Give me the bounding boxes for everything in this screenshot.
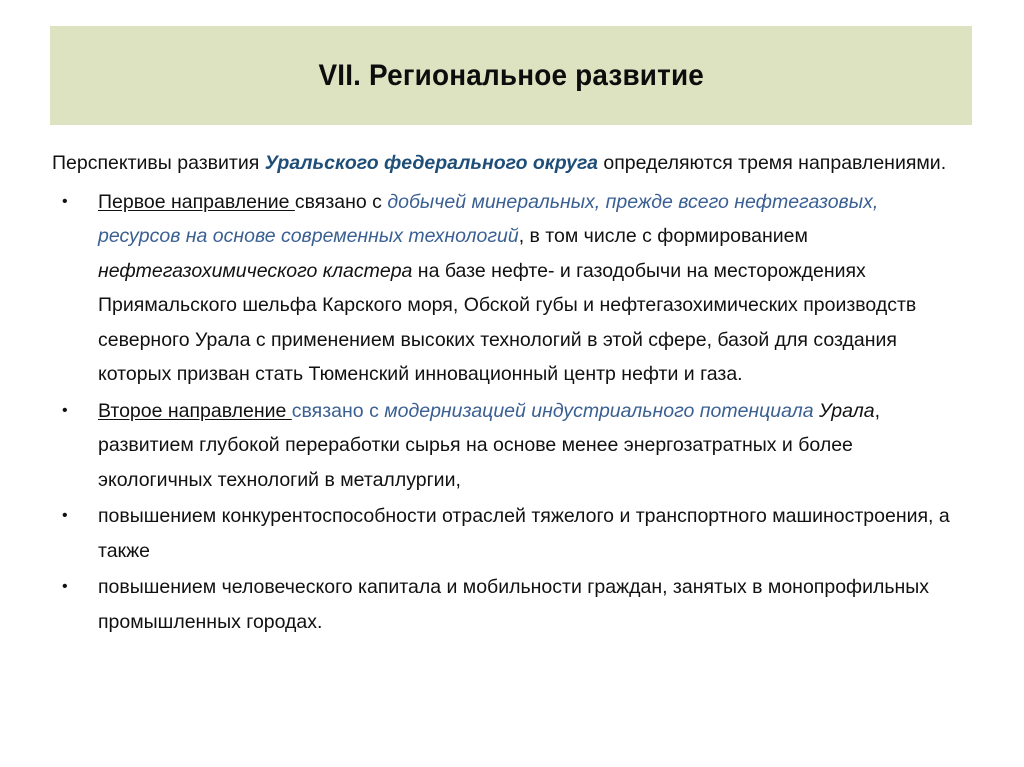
bullet-1-segment-a: связано с bbox=[294, 190, 388, 213]
bullet-1-segment-d: нефтегазохимического кластера bbox=[98, 259, 413, 282]
bullet-1-lead: Первое направление bbox=[98, 190, 295, 213]
bullet-3-text: повышением конкурентоспособности отраслей тяжелого и транспортного машиностроения, а также bbox=[98, 505, 956, 562]
bullet-dot-icon: • bbox=[62, 192, 68, 210]
list-item bbox=[52, 570, 952, 639]
bullet-list bbox=[52, 185, 956, 640]
bullet-2-segment-a: связано с bbox=[291, 399, 385, 422]
bullet-2-segment-b: модернизацией индустриального потенциала bbox=[384, 399, 820, 422]
list-item bbox=[52, 394, 952, 498]
bullet-1-segment-e: на базе нефте- и газодобычи на месторождениях Приямальского шельфа Карского моря, Обской губы и нефтегазохимических производств северного Урала с применением высоких технологий в этой сфере, базой для создания которых призван стать Тюменский инновационный центр нефти и газа. bbox=[98, 259, 922, 385]
title-band bbox=[50, 26, 972, 125]
list-item bbox=[52, 499, 956, 568]
slide-body bbox=[52, 146, 956, 641]
intro-segment-1: Перспективы развития bbox=[52, 152, 265, 174]
intro-paragraph bbox=[52, 146, 952, 181]
bullet-4-text: повышением человеческого капитала и мобильности граждан, занятых в монопрофильных промышленных городах. bbox=[98, 576, 935, 633]
bullet-dot-icon: • bbox=[62, 578, 68, 595]
bullet-2-segment-c: Урала bbox=[819, 399, 875, 422]
bullet-dot-icon: • bbox=[62, 507, 68, 524]
intro-segment-3: определяются тремя направлениями. bbox=[597, 152, 947, 174]
intro-highlight: Уральского федерального округа bbox=[264, 152, 598, 174]
bullet-2-lead: Второе направление bbox=[98, 399, 292, 422]
bullet-dot-icon: • bbox=[62, 401, 68, 419]
bullet-2-segment-d: , развитием глубокой переработки сырья на основе менее энергозатратных и более экологичных технологий в металлургии, bbox=[98, 399, 886, 491]
bullet-1-segment-c: , в том числе с формированием bbox=[518, 225, 814, 247]
list-item bbox=[52, 185, 952, 392]
bullet-1-segment-b: добычей минеральных, прежде всего нефтегазовых, ресурсов на основе современных технологий bbox=[98, 190, 884, 247]
page-title: VII. Региональное развитие bbox=[318, 58, 704, 92]
